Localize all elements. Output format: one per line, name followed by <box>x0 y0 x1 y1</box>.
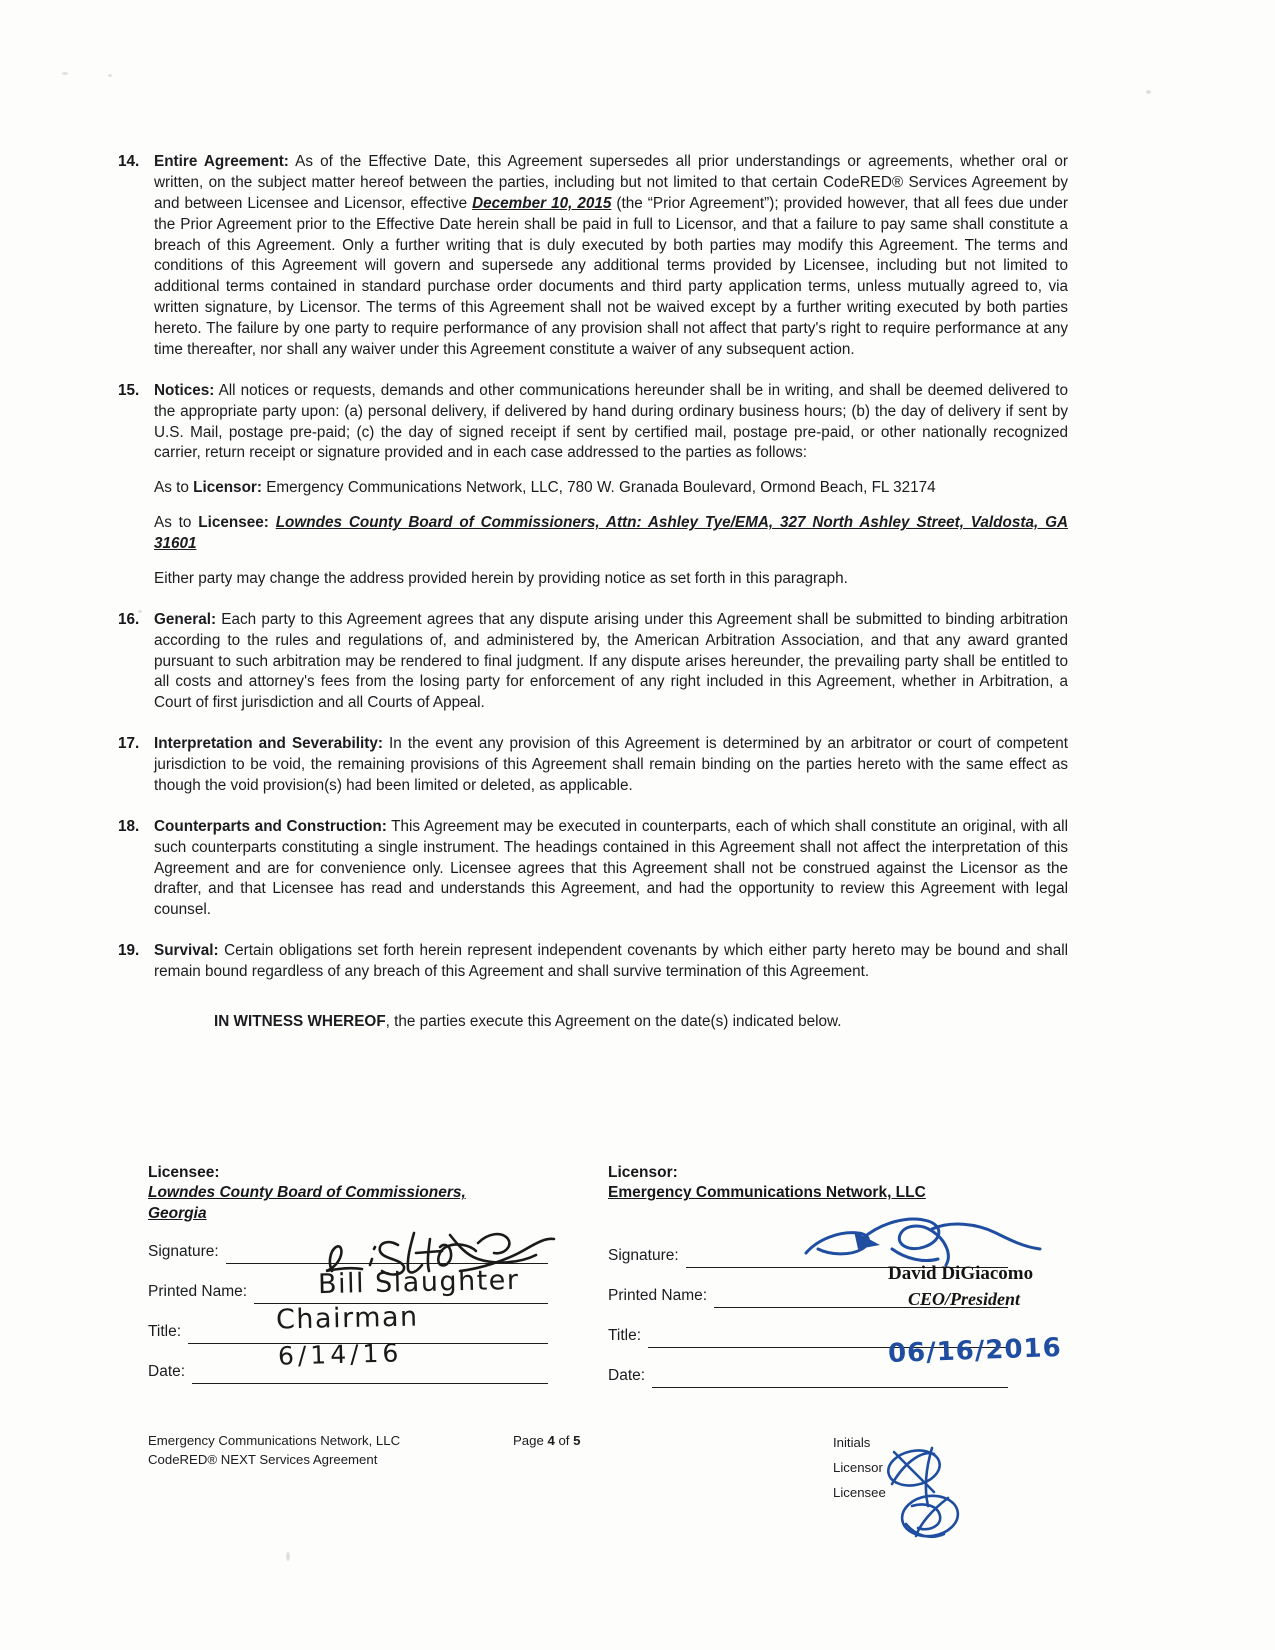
clause-number: 19. <box>118 942 140 960</box>
clause-text-before: In the event any provision of this Agreement is determined by an arbitrator or court of competent jurisdiction to be void, the remaining provisions of this Agreement shall remain binding on the parties hereto with the same effect as though the void provision(s) had been limited or deleted, as applicable. <box>154 735 1068 794</box>
licensee-title-handwriting: Chairman <box>275 1301 419 1336</box>
clause-text <box>154 381 1068 465</box>
clause-text-before: Certain obligations set forth herein represent independent covenants by which either party hereto may be bound and shall remain bound regardless of any breach of this Agreement and shall survive termination of this Agreement. <box>154 942 1068 980</box>
clause-14 <box>118 152 1068 361</box>
as-to-prefix: As to <box>154 479 194 497</box>
licensor-label: Licensor: <box>193 479 262 497</box>
notice-licensor-address <box>154 478 1068 499</box>
clause-text-before: This Agreement may be executed in counterparts, each of which shall constitute an original, with all such counterparts constituting a single instrument. The headings contained in this Agreement shall not affect the interpretation of this Agreement and are for convenience only. Licensee agrees that this Agreement shall not be construed against the Licensor as the drafter, and that Licensee has read and understands this Agreement, and had the opportunity to review this Agreement with legal counsel. <box>154 817 1068 919</box>
clause-text-after: (the “Prior Agreement”); provided however, that all fees due under the Prior Agreement prior to the Effective Date herein shall be paid in full to Licensor, and that a failure to pay same shall constitute a breach of this Agreement. Only a further writing that is duly executed by both parties may modify this Agreement. The terms and conditions of this Agreement will govern and supersede any additional terms provided by Licensee, including but not limited to additional terms contained in standard purchase order documents and third party application terms, unless mutually agreed to, via written signature, by Licensor. The terms of this Agreement shall not be waived except by a further writing executed by both parties hereto. The failure by one party to require performance of any provision shall not affect that party's right to require performance at any time thereafter, nor shall any waiver under this Agreement constitute a waiver of any subsequent action. <box>154 194 1068 358</box>
clause-15 <box>118 381 1068 465</box>
scan-artifact <box>1146 90 1151 94</box>
page-middle: of <box>554 1433 574 1448</box>
clause-title: Entire Agreement: <box>154 153 289 170</box>
licensee-date-rule[interactable] <box>192 1382 548 1384</box>
footer-page-number <box>513 1432 580 1451</box>
footer-company-block <box>148 1432 400 1469</box>
licensor-signature-label: Signature: <box>608 1246 679 1264</box>
clause-text <box>154 152 1068 361</box>
scan-artifact <box>286 1552 290 1561</box>
clause-text <box>154 817 1068 921</box>
notice-change-address: Either party may change the address provided herein by providing notice as set forth in this paragraph. <box>154 569 848 587</box>
clause-16 <box>118 610 1068 714</box>
licensor-address-text: Emergency Communications Network, LLC, 780 W. Granada Boulevard, Ormond Beach, FL 32174 <box>261 479 936 497</box>
licensee-label: Licensee: <box>198 514 269 532</box>
clause-title: Notices: <box>154 381 215 399</box>
licensee-title-label: Title: <box>148 1323 182 1341</box>
clause-text <box>154 610 1068 714</box>
witness-rest: , the parties execute this Agreement on the date(s) indicated below. <box>385 1012 842 1030</box>
licensee-date-row[interactable] <box>148 1350 548 1384</box>
witness-lead: IN WITNESS WHEREOF <box>214 1012 386 1030</box>
initials-licensor-label: Licensor <box>833 1460 883 1476</box>
clause-emphasis: December 10, 2015 <box>472 194 612 212</box>
clause-number: 18. <box>118 817 140 835</box>
licensor-printed-name-value: David DiGiacomo <box>888 1263 1034 1284</box>
clause-number: 16. <box>118 610 140 628</box>
clause-17 <box>118 734 1068 797</box>
page-total: 5 <box>573 1433 581 1448</box>
as-to-prefix: As to <box>154 514 199 532</box>
licensee-date-handwriting: 6/14/16 <box>277 1338 403 1371</box>
licensor-date-rule[interactable] <box>652 1386 1008 1388</box>
licensor-handwritten-signature <box>796 1209 1076 1271</box>
licensee-date-label: Date: <box>148 1363 186 1381</box>
clause-text-before: All notices or requests, demands and other communications hereunder shall be in writing, and shall be deemed delivered to the appropriate party upon: (a) personal delivery, if delivered by hand during ordinary business hours; (b) the day of delivery if sent by U.S. Mail, postage pre-paid; (c) the day of signed receipt if sent by certified mail, postage pre-paid, or other nationally recognized carrier, return receipt or signature provided and in each case addressed to the parties as follows: <box>154 381 1068 462</box>
notice-licensee-address <box>154 513 1068 555</box>
clause-18 <box>118 817 1068 921</box>
clause-title: Survival: <box>154 942 219 960</box>
clause-number: 14. <box>118 153 140 170</box>
licensee-signature-label: Signature: <box>148 1243 219 1261</box>
clause-text-before: Each party to this Agreement agrees that any dispute arising under this Agreement shall be submitted to binding arbitration according to the rules and regulations of, and administered by, the American Arbitration Association, and that any award granted pursuant to such arbitration may be rendered to final judgment. If any dispute arises hereunder, the prevailing party shall be entitled to all costs and attorney's fees from the losing party for enforcement of any right included in this Agreement, whether in Arbitration, a Court of first jurisdiction and all Courts of Appeal. <box>154 610 1068 712</box>
licensee-title-row[interactable] <box>148 1310 548 1344</box>
clause-title: General: <box>154 610 217 628</box>
licensee-heading: Licensee: <box>148 1164 220 1181</box>
clause-title: Interpretation and Severability: <box>154 735 383 753</box>
licensee-party-line-1: Lowndes County Board of Commissioners, <box>148 1184 466 1202</box>
licensee-title-rule[interactable] <box>188 1342 548 1344</box>
licensor-title-label: Title: <box>608 1326 642 1344</box>
licensor-date-label: Date: <box>608 1366 646 1384</box>
clause-title: Counterparts and Construction: <box>154 817 387 835</box>
scan-artifact <box>62 72 68 75</box>
licensee-handwritten-signature <box>310 1225 610 1285</box>
clause-text-before: As of the Effective Date, this Agreement supersedes all prior understandings or agreements, whether oral or written, on the subject matter hereof between the parties, including but not limited to that certain CodeRED® Services Agreement by and between Licensee and Licensor, effective <box>154 153 1068 212</box>
licensee-address-text: Lowndes County Board of Commissioners, Attn: Ashley Tye/EMA, 327 North Ashley Street, Valdosta, GA 31601 <box>154 514 1069 552</box>
clause-text <box>154 734 1068 797</box>
clause-19 <box>118 941 1068 983</box>
licensor-initials-scribble <box>872 1440 982 1550</box>
licensor-date-handwriting: 06/16/2016 <box>887 1332 1063 1370</box>
signature-block <box>118 1163 1078 1423</box>
document-body <box>118 152 1068 1031</box>
clause-number: 15. <box>118 381 140 399</box>
licensee-printed-name-handwriting: Bill Slaughter <box>317 1264 520 1301</box>
clause-text <box>154 941 1068 983</box>
scan-artifact <box>108 74 112 77</box>
licensor-party-line-1: Emergency Communications Network, LLC <box>608 1184 926 1202</box>
licensee-printed-name-label: Printed Name: <box>148 1283 248 1301</box>
licensor-printed-name-label: Printed Name: <box>608 1286 708 1304</box>
licensee-party-line-2: Georgia <box>148 1204 207 1222</box>
licensor-title-value: CEO/President <box>908 1289 1021 1309</box>
page-current: 4 <box>547 1433 555 1448</box>
page-prefix: Page <box>513 1433 548 1448</box>
footer-company: Emergency Communications Network, LLC <box>148 1433 401 1448</box>
footer-agreement: CodeRED® NEXT Services Agreement <box>148 1451 378 1467</box>
initials-heading: Initials <box>833 1435 871 1450</box>
clause-number: 17. <box>118 735 140 753</box>
licensee-printed-name-rule[interactable] <box>254 1302 548 1304</box>
licensor-heading: Licensor: <box>608 1164 678 1181</box>
initials-licensee-label: Licensee <box>833 1485 886 1501</box>
witness-clause <box>154 1013 1068 1031</box>
